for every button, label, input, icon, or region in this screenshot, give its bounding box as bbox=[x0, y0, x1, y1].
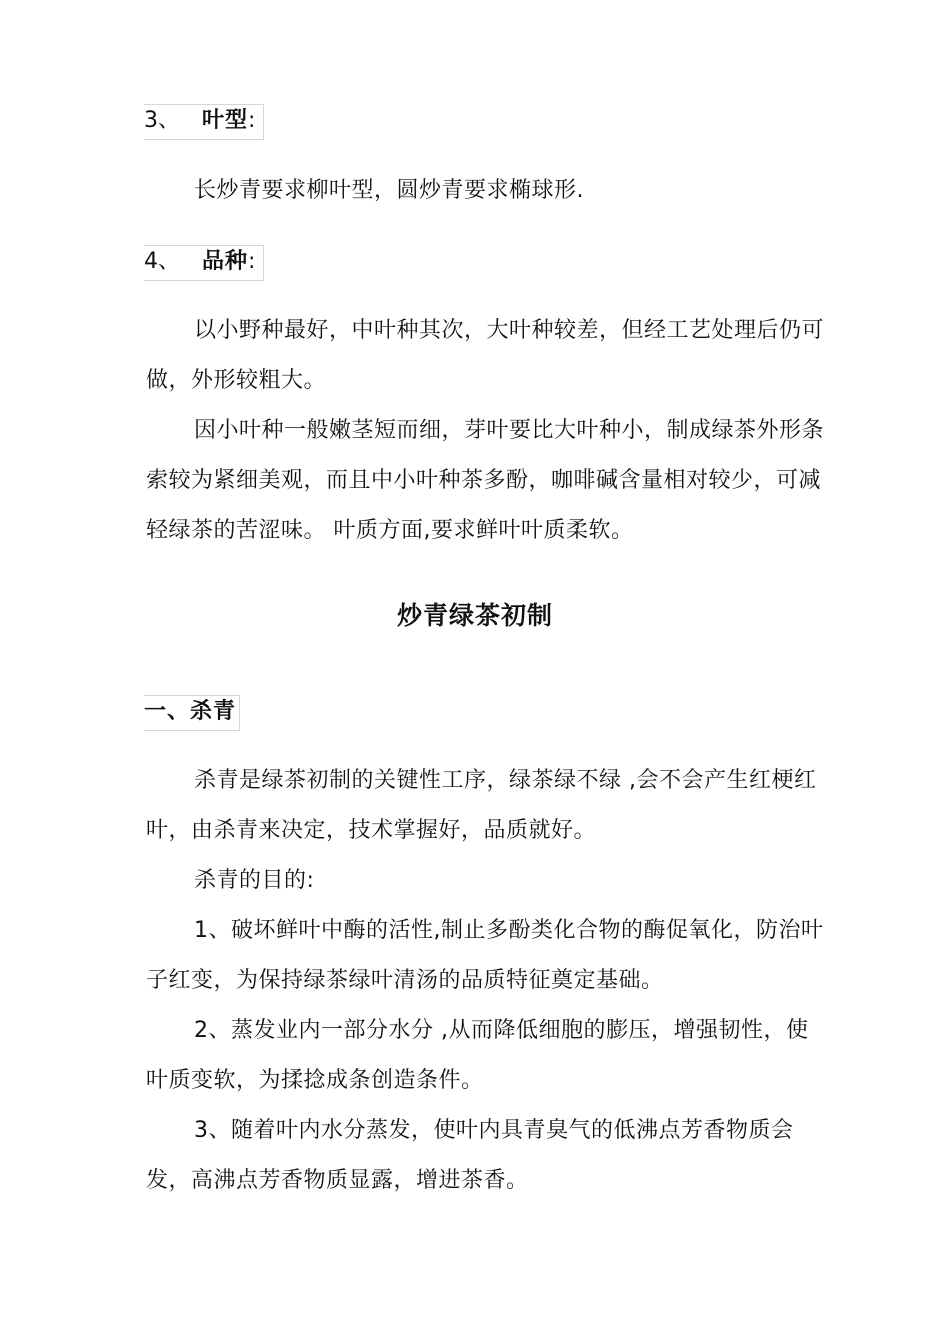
section-3-text: 长炒青要求柳叶型，圆炒青要求椭球形. bbox=[194, 178, 584, 203]
section-4-paragraph: 因小叶种一般嫩茎短而细，芽叶要比大叶种小，制成绿茶外形条索较为紧细美观，而且中小叶种茶多酚，咖啡碱含量相对较少，可减轻绿茶的苦涩味。 叶质方面,要求鲜叶叶质柔软。 bbox=[146, 418, 825, 543]
section-3-number: 3、 bbox=[144, 108, 180, 133]
section-4-colon: : bbox=[248, 249, 256, 274]
section-3-colon: : bbox=[248, 108, 256, 133]
section-3-label: 叶型 bbox=[202, 108, 249, 133]
section-4-label: 品种 bbox=[202, 249, 249, 274]
section-4-paragraph: 以小野种最好，中叶种其次，大叶种较差，但经工艺处理后仍可做，外形较粗大。 bbox=[146, 318, 825, 393]
sha-qing-purpose-item: 3、随着叶内水分蒸发，使叶内具青臭气的低沸点芳香物质会发，高沸点芳香物质显露，增进茶香。 bbox=[146, 1118, 794, 1193]
section-4-heading bbox=[144, 245, 264, 281]
section-3-heading bbox=[144, 104, 264, 140]
sha-qing-purpose-heading: 杀青的目的: bbox=[194, 868, 315, 893]
section-4-number: 4、 bbox=[144, 249, 180, 274]
main-title: 炒青绿茶初制 bbox=[396, 601, 553, 630]
sha-qing-paragraph: 杀青是绿茶初制的关键性工序，绿茶绿不绿 ,会不会产生红梗红叶，由杀青来决定，技术掌握好，品质就好。 bbox=[146, 768, 817, 843]
sha-qing-heading: 一、杀青 bbox=[144, 695, 240, 731]
sha-qing-purpose-item: 2、蒸发业内一部分水分 ,从而降低细胞的膨压，增强韧性，使叶质变软，为揉捻成条创造条件。 bbox=[146, 1018, 809, 1093]
sha-qing-purpose-item: 1、破坏鲜叶中酶的活性,制止多酚类化合物的酶促氧化，防治叶子红变，为保持绿茶绿叶清汤的品质特征奠定基础。 bbox=[146, 918, 824, 993]
